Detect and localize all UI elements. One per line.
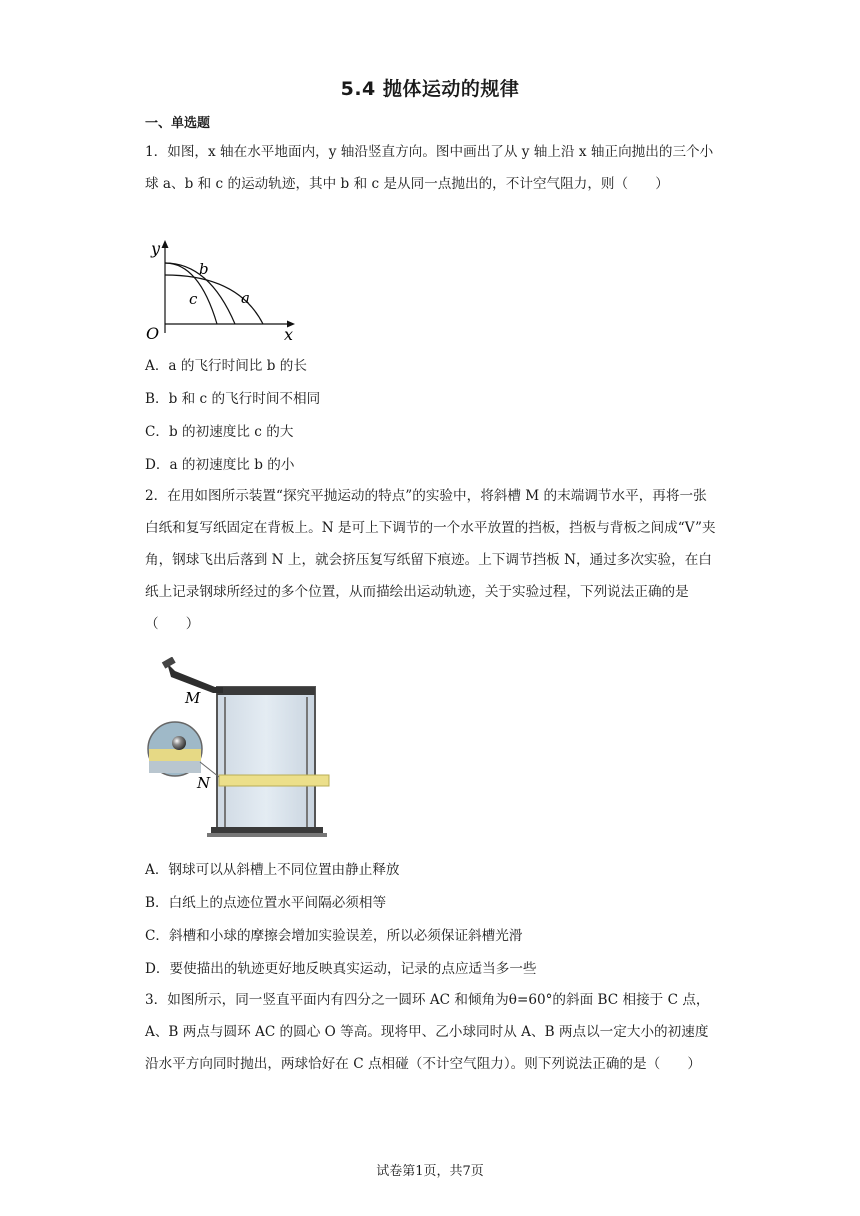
trajectory-figure [143,238,303,343]
label-y: y [151,239,161,258]
magnifier-ball [172,736,186,750]
question-3-stem: 3．如图所示，同一竖直平面内有四分之一圆环 AC 和倾角为θ=60°的斜面 BC 相接于 C 点，A、B 两点与圆环 AC 的圆心 O 等高。现将甲、乙小球同时从 A、B 两点以一定大小的初速度沿水平方向同时抛出，两球恰好在 C 点相碰（不计空气阻力）。则下列说法正确的是（ ） [145,992,710,1072]
apparatus-figure [145,657,335,842]
q1-option-d: D．a 的初速度比 b 的小 [145,457,295,473]
q1-option-c: C．b 的初速度比 c 的大 [145,424,294,440]
magnifier-paper [149,761,201,773]
page-footer: 试卷第1页，共7页 [376,1164,484,1179]
question-2-stem: 2．在用如图所示装置“探究平抛运动的特点”的实验中，将斜槽 M 的末端调节水平，再将一张白纸和复写纸固定在背板上。N 是可上下调节的一个水平放置的挡板，挡板与背板之间成“V”夹角，钢球飞出后落到 N 上，就会挤压复写纸留下痕迹。上下调节挡板 N，通过多次实验，在白纸上记录钢球所经过的多个位置，从而描绘出运动轨迹，关于实验过程，下列说法正确的是（ ） [145,488,716,632]
q2-option-c: C．斜槽和小球的摩擦会增加实验误差，所以必须保证斜槽光滑 [145,928,523,944]
label-c: c [189,290,198,308]
magnifier-board [149,749,201,761]
label-a: a [241,289,250,307]
label-n: N [197,774,211,792]
label-m: M [185,689,201,707]
q1-option-b: B．b 和 c 的飞行时间不相同 [145,391,321,407]
board-top-bar [217,687,315,695]
y-axis-arrow [162,240,169,248]
q2-option-b: B．白纸上的点迹位置水平间隔必须相等 [145,895,387,911]
q1-option-a: A．a 的飞行时间比 b 的长 [145,358,307,374]
section-heading: 一、单选题 [145,116,211,131]
label-x: x [284,325,294,343]
page-title: 5.4 抛体运动的规律 [340,78,520,100]
label-b: b [199,260,209,278]
q2-option-d: D．要使描出的轨迹更好地反映真实运动，记录的点应适当多一些 [145,961,537,977]
question-1-stem: 1．如图，x 轴在水平地面内，y 轴沿竖直方向。图中画出了从 y 轴上沿 x 轴正向抛出的三个小球 a、b 和 c 的运动轨迹，其中 b 和 c 是从同一点抛出的，不计空气阻力，则（ ） [145,144,714,192]
baffle-n [219,775,329,786]
label-origin: O [146,324,160,343]
base-foot [207,833,327,837]
q2-option-a: A．钢球可以从斜槽上不同位置由静止释放 [145,862,400,878]
back-board [217,687,315,833]
